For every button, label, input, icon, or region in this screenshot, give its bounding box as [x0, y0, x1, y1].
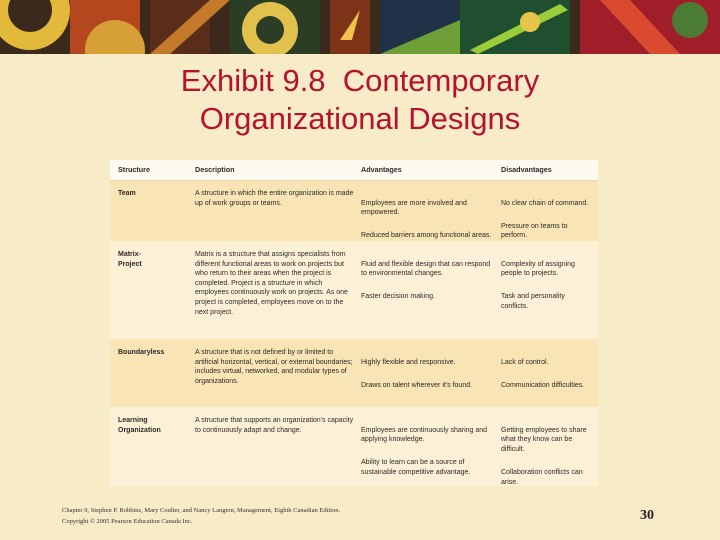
advantage-item: Employees are more involved and empowered. — [361, 199, 467, 217]
cell-description: A structure in which the entire organization is made up of work groups or teams. — [195, 190, 354, 207]
cell-disadvantages — [501, 348, 593, 400]
cell-description: A structure that is not defined by or limited to artificial horizontal, vertical, or external boundaries; includes virtual, networked, and modular types of organizations. — [195, 349, 353, 385]
advantage-item: Reduced barriers among functional areas. — [361, 232, 492, 240]
cell-description: A structure that supports an organization's capacity to continuously adapt and change. — [195, 417, 354, 434]
advantage-item: Draws on talent wherever it's found. — [361, 381, 473, 389]
advantage-item: Faster decision making. — [361, 293, 435, 301]
citation-line-1: Chapter 9, Stephen P. Robbins, Mary Coulter, and Nancy Langton, Management, Eighth Canadian Edition. — [62, 507, 341, 514]
table-header — [110, 160, 598, 181]
disadvantage-item: Communication difficulties. — [501, 381, 585, 389]
cell-structure: Matrix-Project — [118, 251, 142, 268]
decorative-banner — [0, 0, 720, 54]
advantage-item: Ability to learn can be a source of sustainable competitive advantage. — [361, 459, 471, 476]
header-advantages: Advantages — [361, 165, 402, 174]
cell-structure: Boundaryless — [118, 349, 165, 356]
designs-table — [110, 160, 598, 486]
disadvantage-item: Getting employees to share what they know can be difficult. — [501, 426, 587, 453]
table-row-learning-organization — [110, 407, 598, 486]
header-description: Description — [195, 165, 235, 174]
banner-artwork-icon — [0, 0, 720, 54]
cell-disadvantages — [501, 416, 593, 486]
disadvantage-item: Task and personality conflicts. — [501, 293, 565, 310]
title-line-2: Organizational Designs — [199, 101, 521, 136]
cell-advantages — [361, 348, 496, 400]
cell-structure: Team — [118, 190, 136, 197]
disadvantage-item: No clear chain of command. — [501, 199, 589, 207]
disadvantage-item: Lack of control. — [501, 358, 549, 366]
slide-title — [0, 62, 720, 138]
table-row-boundaryless — [110, 339, 598, 407]
citation-footer — [62, 505, 482, 527]
header-structure: Structure — [118, 165, 150, 174]
advantage-item: Fluid and flexible design that can respond to environmental changes. — [361, 260, 491, 278]
cell-advantages — [361, 250, 496, 312]
disadvantage-item: Complexity of assigning people to projects. — [501, 260, 575, 278]
advantage-item: Highly flexible and responsive. — [361, 358, 456, 366]
advantage-item: Employees are continuously sharing and applying knowledge. — [361, 426, 488, 444]
cell-disadvantages — [501, 250, 593, 321]
table-row-matrix-project — [110, 241, 598, 339]
cell-structure: Learning Organization — [118, 417, 161, 434]
cell-advantages — [361, 416, 496, 486]
copyright-line: Copyright © 2005 Pearson Education Canada Inc. — [62, 518, 193, 525]
cell-description: Matrix is a structure that assigns specialists from different functional areas to work on projects but who return to their areas when the project is completed. Project is a structure in which employees continuously work on projects. As one project is completed, employees move on to the next project. — [195, 251, 348, 316]
disadvantage-item: Collaboration conflicts can arise. — [501, 468, 583, 486]
page-number: 30 — [640, 508, 654, 523]
title-line-1: Exhibit 9.8 Contemporary — [180, 63, 540, 98]
disadvantage-item: Pressure on teams to perform. — [501, 222, 568, 240]
table-row-team — [110, 181, 598, 241]
header-disadvantages: Disadvantages — [501, 165, 552, 174]
